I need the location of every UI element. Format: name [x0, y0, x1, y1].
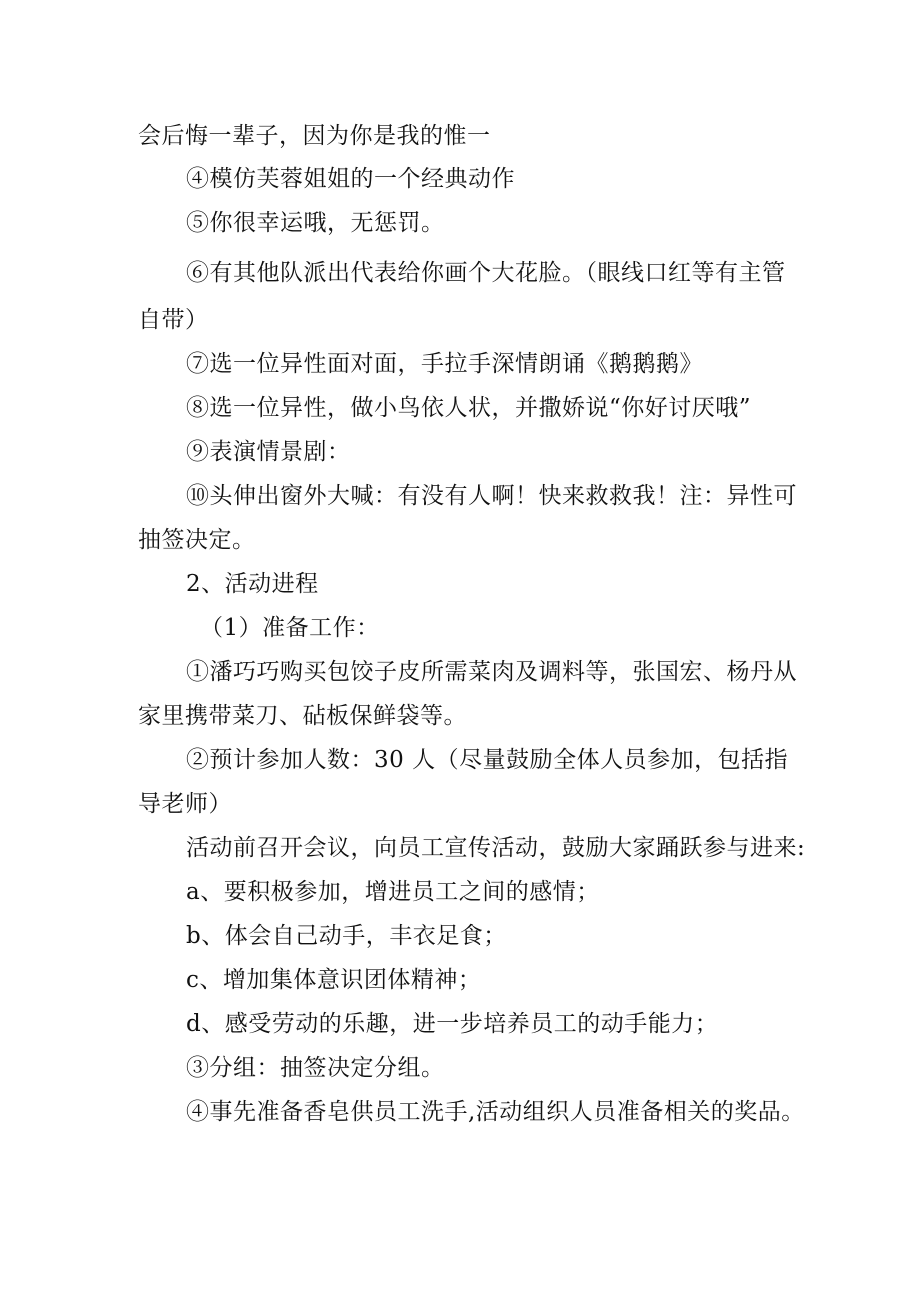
section-heading: 2、活动进程 — [186, 571, 319, 597]
text-line: ⑧选一位异性，做小鸟依人状，并撒娇说“你好讨厌哦” — [186, 395, 752, 421]
text-line: ④模仿芙蓉姐姐的一个经典动作 — [186, 166, 515, 192]
text-line: 家里携带菜刀、砧板保鲜袋等。 — [138, 703, 467, 729]
list-item: b、体会自己动手，丰衣足食； — [186, 923, 507, 949]
subsection-heading: （1）准备工作： — [200, 615, 380, 641]
text-line: 自带） — [138, 307, 209, 333]
text-line: 抽签决定。 — [138, 527, 256, 553]
text-line: ⑥有其他队派出代表给你画个大花脸。（眼线口红等有主管 — [186, 260, 786, 286]
list-item: a、要积极参加，增进员工之间的感情； — [186, 879, 600, 905]
text-line: ③分组：抽签决定分组。 — [186, 1055, 445, 1081]
text-line: ②预计参加人数：30 人（尽量鼓励全体人员参加，包括指 — [186, 747, 789, 773]
list-item: c、增加集体意识团体精神； — [186, 967, 482, 993]
text-line: ⑤你很幸运哦，无惩罚。 — [186, 210, 445, 236]
list-item: d、感受劳动的乐趣，进一步培养员工的动手能力； — [186, 1011, 719, 1037]
text-line: ⑨表演情景剧： — [186, 439, 351, 465]
text-line: 导老师） — [138, 791, 232, 817]
text-line: 活动前召开会议，向员工宣传活动，鼓励大家踊跃参与进来: — [186, 835, 806, 861]
text-line: ④事先准备香皂供员工洗手,活动组织人员准备相关的奖品。 — [186, 1099, 805, 1125]
text-line: 会后悔一辈子，因为你是我的惟一 — [138, 123, 491, 149]
text-line: ①潘巧巧购买包饺子皮所需菜肉及调料等，张国宏、杨丹从 — [186, 659, 797, 685]
text-line: ⑦选一位异性面对面，手拉手深情朗诵《鹅鹅鹅》 — [186, 351, 703, 377]
text-line: ⑩头伸出窗外大喊：有没有人啊！快来救救我！注：异性可 — [186, 483, 797, 509]
